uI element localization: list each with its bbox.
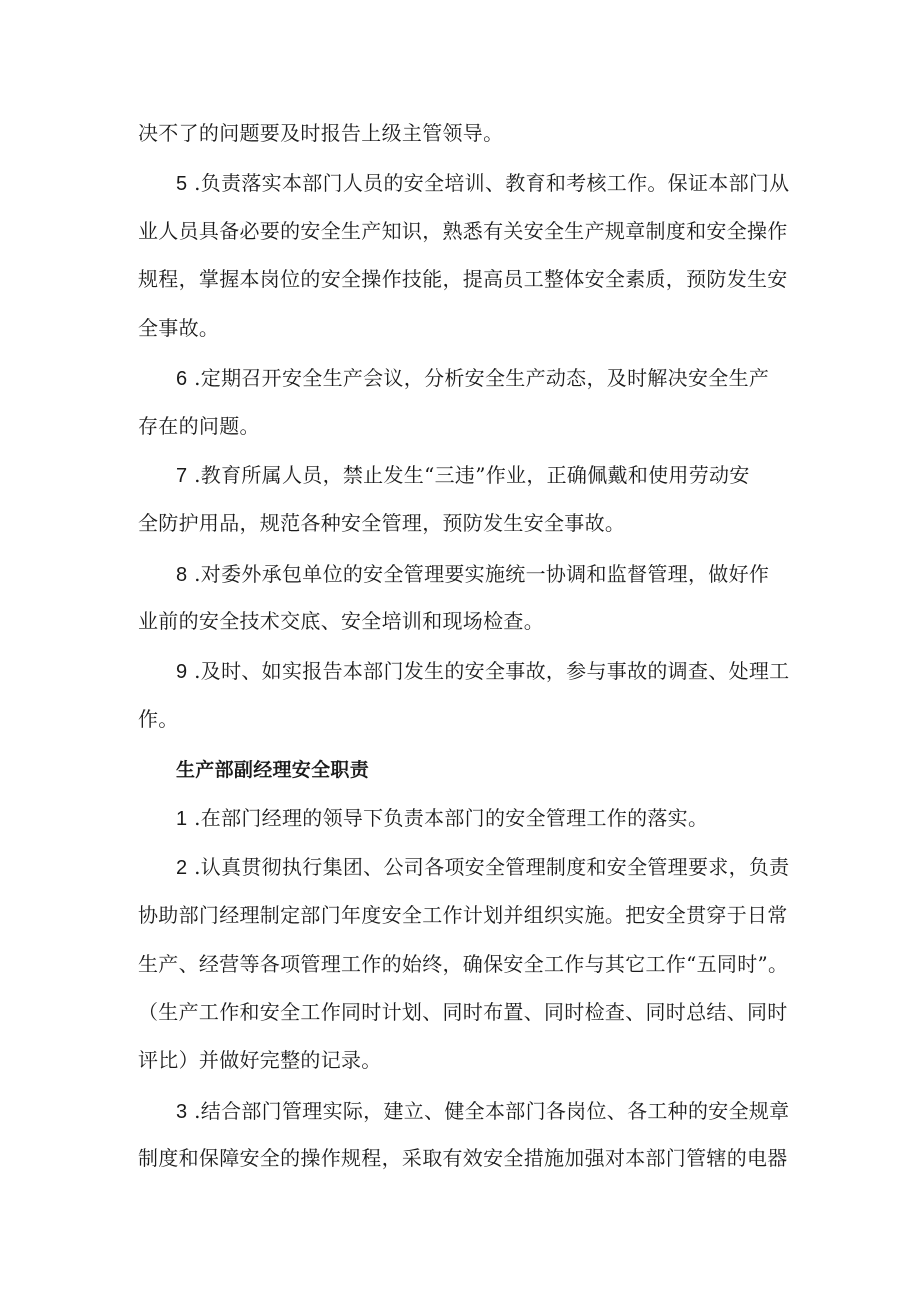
item-number: 1 [176,808,188,830]
paragraph-line: 协助部门经理制定部门年度安全工作计划并组织实施。把安全贯穿于日常 [138,903,788,927]
item-text: .及时、如实报告本部门发生的安全事故，参与事故的调查、处理工 [194,659,790,683]
paragraph-line: 全防护用品，规范各种安全管理，预防发生安全事故。 [138,511,626,535]
deputy-item-2-first-line [176,854,789,881]
paragraph-line: 制度和保障安全的操作规程，采取有效安全措施加强对本部门管辖的电器 [138,1146,788,1170]
list-item-6-first-line [176,365,769,392]
paragraph-line: 业前的安全技术交底、安全培训和现场检查。 [138,609,544,633]
paragraph-line: 作。 [138,707,179,731]
item-text: .定期召开安全生产会议，分析安全生产动态，及时解决安全生产 [194,366,770,390]
item-number: 3 [176,1101,188,1123]
paragraph-line: 生产、经营等各项管理工作的始终，确保安全工作与其它工作“五同时”。 [138,952,789,976]
list-item-5-first-line [176,170,789,197]
paragraph-line: 评比）并做好完整的记录。 [138,1048,382,1072]
paragraph-line: 存在的问题。 [138,414,260,438]
item-number: 8 [176,564,188,586]
item-number: 6 [176,368,188,390]
paragraph-line: 全事故。 [138,316,220,340]
item-text: .负责落实本部门人员的安全培训、教育和考核工作。保证本部门从 [194,171,790,195]
paragraph-line: （生产工作和安全工作同时计划、同时布置、同时检查、同时总结、同时 [138,1000,788,1024]
deputy-item-3-first-line [176,1098,789,1125]
list-item-7-first-line [176,462,750,489]
paragraph-line: 业人员具备必要的安全生产知识，熟悉有关安全生产规章制度和安全操作 [138,219,788,243]
item-number: 5 [176,173,188,195]
section-heading: 生产部副经理安全职责 [176,759,370,781]
paragraph-line: 规程，掌握本岗位的安全操作技能，提高员工整体安全素质，预防发生安 [138,267,788,291]
paragraph-line: 决不了的问题要及时报告上级主管领导。 [138,121,504,145]
deputy-item-1-first-line [176,805,708,832]
item-text: .教育所属人员，禁止发生“三违”作业，正确佩戴和使用劳动安 [194,463,750,487]
item-text: .认真贯彻执行集团、公司各项安全管理制度和安全管理要求，负责 [194,855,790,879]
item-number: 7 [176,465,188,487]
list-item-9-first-line [176,658,789,685]
item-number: 2 [176,857,188,879]
item-text: .对委外承包单位的安全管理要实施统一协调和监督管理，做好作 [194,562,770,586]
item-number: 9 [176,661,188,683]
item-text: .结合部门管理实际，建立、健全本部门各岗位、各工种的安全规章 [194,1099,790,1123]
list-item-8-first-line [176,561,769,588]
item-text: .在部门经理的领导下负责本部门的安全管理工作的落实。 [194,806,709,830]
